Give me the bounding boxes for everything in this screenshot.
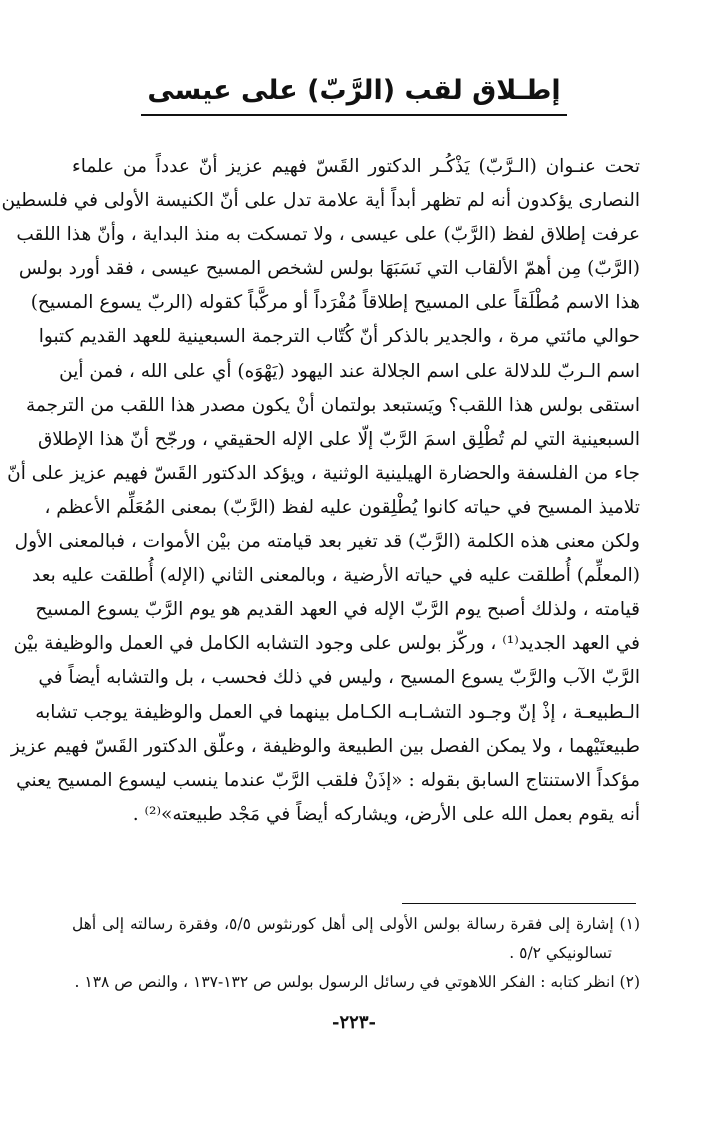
body-line: أنه يقوم بعمل الله على الأرض، ويشاركه أيضاً في مَجْد طبيعته»⁽²⁾ . [132, 803, 640, 825]
page-title: إطـلاق لقب (الرَّبّ) على عيسى [141, 72, 566, 116]
body-line: في العهد الجديد⁽¹⁾ ، وركّز بولس على وجود التشابه الكامل في العمل والوظيفة بيْن [13, 633, 640, 655]
body-line: تلاميذ المسيح في حياته كانوا يُطْلِقون عليه لفظ (الرَّبّ) بمعنى المُعَلِّم الأعظم ، [44, 496, 640, 518]
body-line: اسم الـربّ للدلالة على اسم الجلالة عند اليهود (يَهْوَه) أي على الله ، فمن أين [59, 360, 640, 382]
body-paragraph [1, 150, 640, 832]
body-line: الـطبيعـة ، إذْ إنّ وجـود التشـابـه الكـامل بينهما في العمل والوظيفة يوجب تشابه [35, 701, 640, 723]
body-line: عرفت إطلاق لفظ (الرَّبّ) على عيسى ، ولا تمسكت به منذ البداية ، وأنّ هذا اللقب [16, 224, 640, 246]
page-number: -٢٢٣- [332, 1012, 376, 1033]
footnote-2: (٢) انظر كتابه : الفكر اللاهوتي في رسائل الرسول بولس ص ١٣٢-١٣٧ ، والنص ص ١٣٨ . [74, 973, 640, 991]
body-line: النصارى يؤكدون أنه لم تظهر أبداً أية علامة تدل على أنّ الكنيسة الأولى في فلسطين [1, 190, 640, 212]
body-line: (المعلِّم) أُطلقت عليه في حياته الأرضية ، وبالمعنى الثاني (الإله) أُطلقت عليه بعد [32, 565, 640, 587]
body-line: استقى بولس هذا اللقب؟ ويَستبعد بولتمان أنْ يكون مصدر هذا اللقب من الترجمة [25, 394, 640, 416]
footnote-1: (١) إشارة إلى فقرة رسالة بولس الأولى إلى أهل كورنثوس ٥/٥، وفقرة رسالته إلى أهل [72, 915, 640, 933]
body-line: ولكن معنى هذه الكلمة (الرَّبّ) قد تغير بعد قيامته من بيْن الأموات ، فبالمعنى الأول [14, 531, 640, 553]
body-line: تحت عنـوان (الـرَّبّ) يَذْكُـر الدكتور القَسّ فهيم عزيز أنّ عدداً من علماء [72, 156, 640, 177]
body-line: حوالي مائتي مرة ، والجدير بالذكر أنّ كُتّاب الترجمة السبعينية للعهد القديم كتبوا [38, 326, 640, 348]
body-line: طبيعتَيْهما ، ولا يمكن الفصل بين الطبيعة والوظيفة ، وعلّق الدكتور القَسّ فهيم عزيز [10, 735, 640, 757]
body-line: مؤكداً الاستنتاج السابق بقوله : «إذَنْ فلقب الرَّبّ عندما ينسب ليسوع المسيح يعني [16, 769, 640, 791]
body-line: هذا الاسم مُطْلَقاً على المسيح إطلاقاً مُفْرَداً أو مركَّباً كقوله (الربّ يسوع المسيح) [30, 292, 640, 314]
body-line: الرَّبّ الآب والرَّبّ يسوع المسيح ، وليس في ذلك فحسب ، بل والتشابه أيضاً في [38, 667, 640, 689]
body-line: السبعينية التي لم تُطْلِق اسمَ الرَّبّ إلّا على الإله الحقيقي ، ورجّح أنّ هذا الإطلاق [37, 428, 640, 450]
footnotes [72, 910, 640, 997]
body-line: (الرَّبّ) مِن أهمّ الألقاب التي نَسَبَهَا بولس لشخص المسيح عيسى ، فقد أورد بولس [18, 258, 640, 280]
footnote-1-continuation: تسالونيكي ٥/٢ . [509, 944, 612, 962]
heading-container [0, 72, 708, 116]
footnote-divider [402, 903, 636, 904]
body-line: قيامته ، ولذلك أصبح يوم الرَّبّ الإله في العهد القديم هو يوم الرَّبّ يسوع المسيح [35, 599, 640, 621]
body-line: جاء من الفلسفة والحضارة الهيلينية الوثنية ، ويؤكد الدكتور القَسّ فهيم عزيز على أنّ [7, 462, 640, 484]
